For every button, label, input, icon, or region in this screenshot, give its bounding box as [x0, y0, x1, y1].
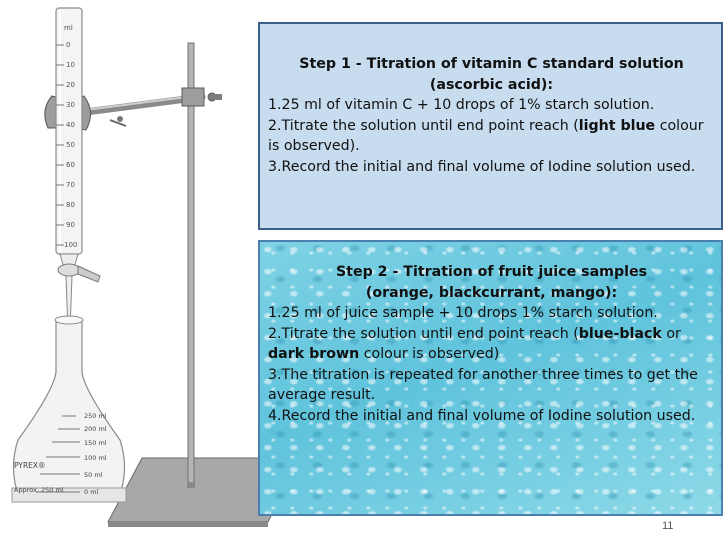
burette-unit: ml [64, 24, 73, 32]
step-2-item-2: 2.Titrate the solution until end point reach (blue-black or dark brown colour is observed) [268, 325, 681, 362]
stand-base-edge [108, 522, 268, 527]
burette-tick-label: 100 [64, 241, 78, 249]
blue-black-emphasis: blue-black [578, 325, 662, 342]
flask-graduation: 50 ml [84, 471, 103, 479]
step-2-title [268, 262, 715, 303]
flask-graduation: 100 ml [84, 454, 107, 462]
burette-tick-label: 80 [66, 201, 75, 209]
step-2-item-3: 3.The titration is repeated for another three times to get the average result. [268, 366, 698, 403]
burette-tick-label: 20 [66, 81, 75, 89]
page-number: 11 [662, 520, 674, 532]
flask-graduation: 250 ml [84, 412, 107, 420]
dark-brown-emphasis: dark brown [268, 346, 360, 362]
burette-tick-label: 10 [66, 61, 75, 69]
step-1-item-2: 2.Titrate the solution until end point reach (light blue colour is observed). [268, 117, 704, 154]
flask-graduation: 200 ml [84, 425, 107, 433]
step-2-item-4: 4.Record the initial and final volume of Iodine solution used. [268, 407, 696, 424]
flask-brand: PYREX® [14, 461, 46, 470]
stopcock [58, 264, 80, 276]
burette-tick-label: 70 [66, 181, 75, 189]
burette-tick-label: 90 [66, 221, 75, 229]
step-2-box [258, 240, 723, 516]
boss-head [182, 88, 204, 106]
burette-tick-label: 30 [66, 101, 75, 109]
step-1-item-3: 3.Record the initial and final volume of Iodine solution used. [268, 158, 696, 175]
step-2-title-line-1: Step 2 - Titration of fruit juice samples [335, 264, 648, 280]
burette-tick-label: 40 [66, 121, 75, 129]
conical-flask [13, 320, 124, 500]
flask-graduation: 0 ml [84, 488, 99, 496]
burette-tick-label: 0 [66, 41, 71, 49]
burette-tick-label: 60 [66, 161, 75, 169]
stand-rod [188, 43, 194, 485]
flask-graduation: 150 ml [84, 439, 107, 447]
step-1-item-1: 1.25 ml of vitamin C + 10 drops of 1% starch solution. [268, 97, 655, 113]
light-blue-emphasis: light blue [578, 117, 656, 134]
step-1-box [258, 22, 723, 230]
step-2-title-line-2: (orange, blackcurrant, mango): [365, 284, 618, 301]
burette-tick-label: 50 [66, 141, 75, 149]
step-1-title: Step 1 - Titration of vitamin C standard solution (ascorbic acid): [299, 56, 684, 93]
step-2-item-1: 1.25 ml of juice sample + 10 drops 1% starch solution. [268, 305, 658, 321]
flask-capacity: Approx. 250 ml [14, 486, 64, 494]
